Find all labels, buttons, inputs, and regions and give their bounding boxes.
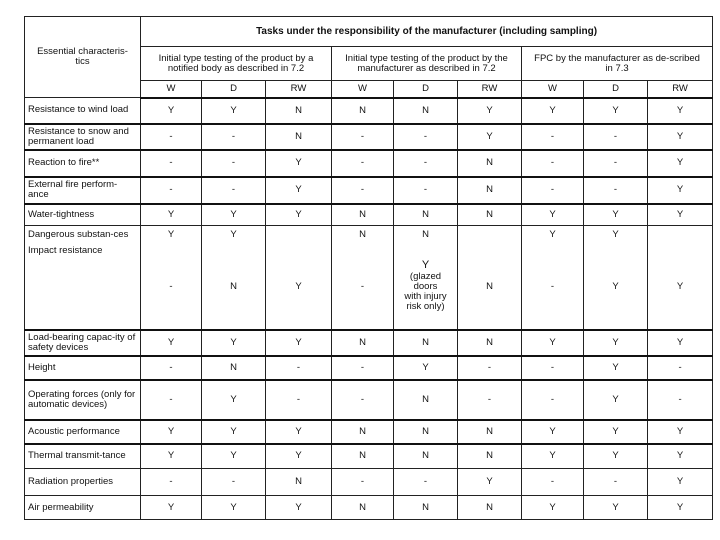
cell-value: N [486,281,493,292]
table-cell [332,226,394,330]
cell-value: Y [648,98,713,124]
cell-value: - [141,380,202,420]
cell-value: N [332,420,394,444]
cell-value: Y [266,496,332,520]
group-header-notified-body: Initial type testing of the product by a notified body as described in 7.2 [141,47,332,81]
table-row [25,98,713,124]
cell-value: - [141,177,202,204]
cell-value: Y [458,98,522,124]
cell-value: Y [648,177,713,204]
cell-value: - [266,380,332,420]
row-label-cell [25,226,141,330]
cell-value: Y [584,380,648,420]
cell-value: N [332,496,394,520]
subcol-header: RW [266,81,332,98]
cell-value: - [332,380,394,420]
table-row [25,496,713,520]
row-header-label: Essential characteris-tics [25,17,141,98]
cell-value: N [458,177,522,204]
row-label: Water-tightness [25,204,141,226]
cell-value: N [202,356,266,380]
cell-value: - [202,469,266,496]
cell-value: Y [648,469,713,496]
cell-value: N [394,444,458,469]
cell-value: Y [584,420,648,444]
cell-value: Y [295,281,302,292]
cell-value: Y [522,204,584,226]
cell-note: (glazed doors with injury risk only) [404,271,447,312]
cell-value: N [394,98,458,124]
cell-value: Y [584,204,648,226]
cell-value: Y [167,229,175,240]
cell-value: N [266,124,332,150]
subcol-header: D [394,81,458,98]
row-label: Resistance to wind load [25,98,141,124]
cell-value: - [394,177,458,204]
cell-value: Y [584,98,648,124]
table-cell [394,226,458,330]
table-cell [266,226,332,330]
group-header-manufacturer-itt: Initial type testing of the product by the manufacturer as described in 7.2 [332,47,522,81]
cell-value: Y [549,229,556,240]
cell-value: - [584,469,648,496]
cell-value: - [648,356,713,380]
cell-value: Y [266,420,332,444]
cell-value: Y [648,496,713,520]
cell-value: - [332,177,394,204]
subcol-header: W [332,81,394,98]
cell-value: - [202,150,266,177]
cell-value: N [458,150,522,177]
cell-value: Y [202,420,266,444]
cell-value: - [584,177,648,204]
cell-value: - [648,380,713,420]
cell-value: N [394,330,458,356]
cell-value: Y [522,420,584,444]
table-row [25,226,713,330]
cell-value: Y [202,204,266,226]
table-cell [202,226,266,330]
cell-value: Y [612,281,619,292]
cell-value: Y [266,204,332,226]
cell-value: Y [522,496,584,520]
subcol-header: RW [648,81,713,98]
row-label: External fire perform-ance [25,177,141,204]
row-label: Air permeability [25,496,141,520]
cell-value: - [332,150,394,177]
cell-value: Y [141,496,202,520]
cell-value: N [332,444,394,469]
cell-value: N [266,98,332,124]
cell-value: Y [141,420,202,444]
characteristics-table [24,16,713,520]
cell-value: - [458,356,522,380]
cell-value: Y [584,496,648,520]
cell-value: - [458,380,522,420]
cell-value: N [332,204,394,226]
cell-value: N [394,420,458,444]
row-label: Operating forces (only for automatic devices) [25,380,141,420]
cell-value: - [394,124,458,150]
cell-value: - [332,356,394,380]
cell-value: Y [141,98,202,124]
cell-value: - [141,124,202,150]
cell-value: N [332,330,394,356]
cell-value: Y [202,380,266,420]
table-row [25,356,713,380]
cell-value: N [458,444,522,469]
table-row [25,150,713,177]
cell-value: N [266,469,332,496]
table-row [25,177,713,204]
cell-value: Y [584,330,648,356]
table-row [25,204,713,226]
cell-value [458,230,521,260]
cell-value: N [332,98,394,124]
cell-value: Y [266,444,332,469]
row-label: Load-bearing capac-ity of safety devices [25,330,141,356]
cell-value: - [584,150,648,177]
cell-value: Y [584,356,648,380]
cell-value: Y [648,420,713,444]
cell-value: Y [141,330,202,356]
cell-value: Y [676,281,684,292]
row-label: Resistance to snow and permanent load [25,124,141,150]
table-row [25,469,713,496]
cell-value: - [522,469,584,496]
cell-value: Y [648,204,713,226]
subcol-header: RW [458,81,522,98]
cell-value: N [394,496,458,520]
row-label: Acoustic performance [25,420,141,444]
cell-value: - [202,124,266,150]
cell-value: Y [394,356,458,380]
cell-value: Y [458,124,522,150]
table-row [25,380,713,420]
table-cell [522,226,584,330]
cell-value: N [458,204,522,226]
cell-value: N [394,204,458,226]
row-label: Reaction to fire** [25,150,141,177]
cell-value: Y [202,496,266,520]
cell-value: N [458,330,522,356]
cell-value: Y [648,444,713,469]
cell-value: Y [266,150,332,177]
cell-value: - [522,150,584,177]
table-row [25,420,713,444]
table-cell [584,226,648,330]
table-row [25,330,713,356]
table-row [25,124,713,150]
cell-value: - [141,469,202,496]
cell-value: - [394,469,458,496]
cell-value: - [266,356,332,380]
cell-value: - [360,281,365,292]
cell-value: N [359,229,366,240]
cell-value: Y [202,444,266,469]
row-label: Height [25,356,141,380]
cell-value: Y [612,229,619,240]
cell-value: Y [266,330,332,356]
table-row [25,444,713,469]
cell-value: - [141,150,202,177]
cell-value: Y [266,177,332,204]
row-label: Dangerous substan-ces [28,229,129,240]
group-header-fpc: FPC by the manufacturer as de-scribed in 7.3 [522,47,713,81]
cell-value: - [522,177,584,204]
cell-value: Y [648,150,713,177]
cell-value: - [394,150,458,177]
cell-value: N [394,380,458,420]
cell-value: - [332,124,394,150]
cell-value: N [458,420,522,444]
cell-value: Y [202,98,266,124]
cell-value: Y [141,204,202,226]
cell-value: Y [202,330,266,356]
cell-value: - [332,469,394,496]
subcol-header: D [584,81,648,98]
cell-value: Y [522,330,584,356]
cell-value: - [141,356,202,380]
cell-value: N [422,229,429,240]
cell-value: - [169,281,173,292]
cell-value: Y [648,330,713,356]
cell-value: N [458,496,522,520]
cell-value: Y [141,444,202,469]
cell-value [648,230,712,260]
row-label: Impact resistance [28,245,103,256]
row-label: Thermal transmit-tance [25,444,141,469]
table-cell [458,226,522,330]
cell-value: N [230,281,237,292]
cell-value: - [522,356,584,380]
cell-value: Y [522,98,584,124]
cell-value: Y [584,444,648,469]
subcol-header: W [141,81,202,98]
cell-value [266,230,331,260]
table-cell [141,226,202,330]
cell-value: Y [522,444,584,469]
cell-value: - [522,124,584,150]
cell-value: Y [458,469,522,496]
table-title: Tasks under the responsibility of the manufacturer (including sampling) [141,17,713,47]
table-cell [648,226,713,330]
subcol-header: D [202,81,266,98]
cell-value: Y [230,229,237,240]
cell-value: - [584,124,648,150]
subcol-header: W [522,81,584,98]
cell-value: - [550,281,555,292]
cell-value: - [522,380,584,420]
cell-value: Y [648,124,713,150]
row-label: Radiation properties [25,469,141,496]
cell-value: Y [421,259,430,271]
cell-value: - [202,177,266,204]
